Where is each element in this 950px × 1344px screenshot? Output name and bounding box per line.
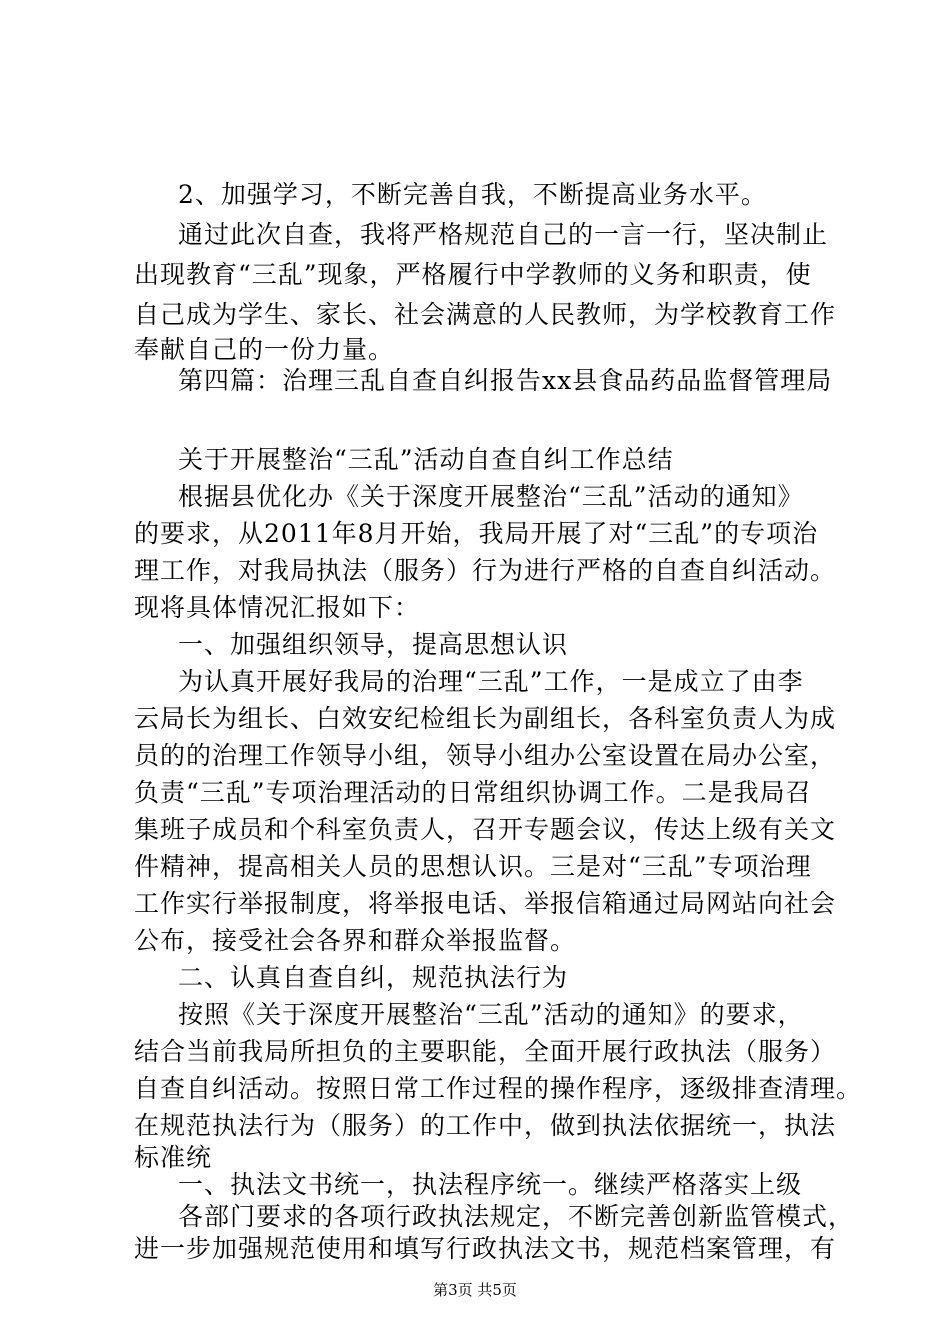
text-line: 集班子成员和个科室负责人，召开专题会议，传达上级有关文 bbox=[134, 815, 837, 844]
text-line: 2、加强学习，不断完善自我，不断提高业务水平。 bbox=[178, 180, 767, 209]
text-line: 各部门要求的各项行政执法规定，不断完善创新监管模式， bbox=[178, 1202, 855, 1231]
text-line: 按照《关于深度开展整治“三乱”活动的通知》的要求， bbox=[178, 1000, 804, 1029]
text-line: 标准统 bbox=[134, 1143, 213, 1172]
text-line: 一、执法文书统一，执法程序统一。继续严格落实上级 bbox=[178, 1170, 803, 1199]
subheading: 一、加强组织领导，提高思想认识 bbox=[178, 630, 569, 659]
text-line: 结合当前我局所担负的主要职能，全面开展行政执法（服务） bbox=[134, 1037, 837, 1066]
text-line: 出现教育“三乱”现象，严格履行中学教师的义务和职责，使 bbox=[134, 260, 812, 289]
text-line: 的要求，从2011年8月开始，我局开展了对“三乱”的专项治 bbox=[134, 519, 819, 548]
page-number-footer: 第3页 共5页 bbox=[433, 1281, 517, 1299]
text-line: 理工作，对我局执法（服务）行为进行严格的自查自纠活动。 bbox=[134, 556, 837, 585]
text-line: 公布，接受社会各界和群众举报监督。 bbox=[134, 926, 577, 955]
text-line: 工作实行举报制度，将举报电话、举报信箱通过局网站向社会 bbox=[134, 889, 837, 918]
text-line: 现将具体情况汇报如下： bbox=[134, 593, 421, 622]
text-line: 负责“三乱”专项治理活动的日常组织协调工作。二是我局召 bbox=[134, 778, 812, 807]
article-title: 关于开展整治“三乱”活动自查自纠工作总结 bbox=[178, 445, 674, 474]
text-line: 根据县优化办《关于深度开展整治“三乱”活动的通知》 bbox=[178, 482, 804, 511]
text-line: 在规范执法行为（服务）的工作中，做到执法依据统一，执法 bbox=[134, 1111, 837, 1140]
subheading: 二、认真自查自纠，规范执法行为 bbox=[178, 963, 569, 992]
text-line: 员的的治理工作领导小组，领导小组办公室设置在局办公室， bbox=[134, 741, 837, 770]
text-line: 件精神，提高相关人员的思想认识。三是对“三乱”专项治理 bbox=[134, 852, 812, 881]
text-line: 云局长为组长、白效安纪检组长为副组长，各科室负责人为成 bbox=[134, 704, 837, 733]
section-heading: 第四篇：治理三乱自查自纠报告xx县食品药品监督管理局 bbox=[178, 366, 833, 395]
text-line: 自己成为学生、家长、社会满意的人民教师，为学校教育工作 bbox=[134, 300, 837, 329]
text-line: 进一步加强规范使用和填写行政执法文书，规范档案管理，有 bbox=[134, 1234, 837, 1263]
text-line: 自查自纠活动。按照日常工作过程的操作程序，逐级排查清理。 bbox=[134, 1074, 863, 1103]
text-line: 奉献自己的一份力量。 bbox=[134, 335, 395, 364]
text-line: 为认真开展好我局的治理“三乱”工作，一是成立了由李 bbox=[178, 667, 804, 696]
text-line: 通过此次自查，我将严格规范自己的一言一行，坚决制止 bbox=[178, 220, 829, 249]
